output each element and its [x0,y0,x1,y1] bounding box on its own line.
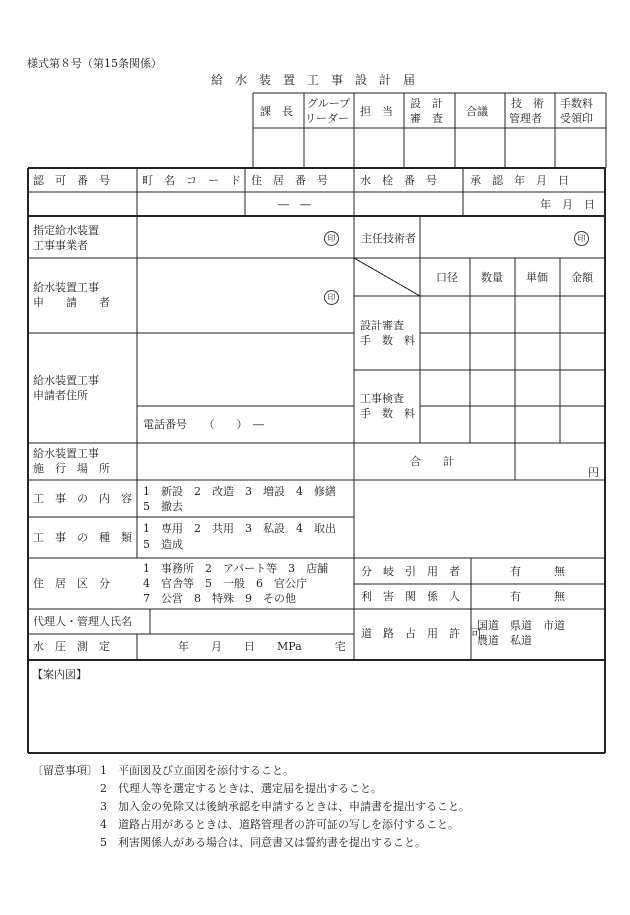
designated-label-2: 工事事業者 [33,239,88,252]
approval-tech: 技 術 [511,97,544,110]
road-type-line-1: 国道 県道 市道 [477,619,565,632]
inspection-fee-label-1: 工事検査 [360,392,404,405]
note-item: 2 代理人等を選定するときは、選定届を提出すること。 [100,782,382,795]
water-pressure-label: 水 圧 測 定 [33,640,110,653]
house-number-dash: ― ― [278,198,311,211]
approval-group: グループ [307,97,351,110]
interested-party-value: 有 無 [510,590,565,603]
fee-header-unit-price: 単価 [526,271,548,284]
form-number: 様式第８号（第15条関係） [27,57,162,70]
site-label-1: 給水装置工事 [33,447,99,460]
work-type-line-1: 1 専用 2 共用 3 私設 4 取出 [143,522,336,535]
approval-fee: 手数料 [560,97,593,110]
note-item: 3 加入金の免除又は後納承認を申請するときは、申請書を提出すること。 [100,800,470,813]
fee-header-quantity: 数量 [481,271,503,284]
note-item: 1 平面図及び立面図を添付すること。 [100,764,294,777]
work-content-label: 工 事 の 内 容 [33,492,132,505]
approval-design: 設 計 [410,97,443,110]
town-code-label: 町 名 コ ー ド [142,174,241,187]
notes-heading: 〔留意事項〕 [32,764,98,777]
work-content-line-2: 5 撤去 [143,500,183,513]
residence-line-1: 1 事務所 2 アパート等 3 店舗 [143,562,329,575]
interested-party-label: 利 害 関 係 人 [361,590,460,603]
total-label: 合 計 [410,455,454,468]
approval-manager: 管理者 [509,112,542,125]
form-title: 給 水 装 置 工 事 設 計 届 [211,73,416,87]
note-item: 5 利害関係人がある場合は、同意書又は誓約書を提出すること。 [100,836,426,849]
residence-label: 住 居 区 分 [33,577,110,590]
site-label-2: 施 行 場 所 [33,462,110,475]
agent-name-label: 代理人・管理人氏名 [33,615,132,628]
address-label-2: 申請者住所 [33,389,88,402]
work-type-line-2: 5 造成 [143,538,183,551]
approval-consult: 合議 [466,105,488,118]
fee-header-caliber: 口径 [436,271,458,284]
approval-leader: リーダー [305,112,349,125]
house-number-label: 住 居 番 号 [251,174,328,187]
address-label-1: 給水装置工事 [33,374,99,387]
meter-number-label: 水 栓 番 号 [360,174,437,187]
branch-user-value: 有 無 [510,565,565,578]
road-type-line-2: 農道 私道 [477,634,532,647]
approval-receipt: 受領印 [560,112,593,125]
road-permit-label: 道 路 占 用 許 可 [361,627,482,640]
phone-number-field: 電話番号 （ ） ― [143,418,264,431]
guide-map-label: 【案内図】 [32,668,87,681]
residence-line-3: 7 公営 8 特殊 9 その他 [143,592,296,605]
approval-number-label: 認 可 番 号 [33,174,110,187]
seal-mark-chief: 印 [574,231,589,246]
design-fee-label-1: 設計審査 [360,319,404,332]
approval-date-label: 承 認 年 月 日 [470,174,569,187]
fee-header-amount: 金額 [571,271,593,284]
work-content-line-1: 1 新設 2 改造 3 増設 4 修繕 [143,485,336,498]
approval-review: 審 査 [410,112,443,125]
seal-mark-applicant: 印 [324,290,339,305]
design-fee-label-2: 手 数 料 [360,334,415,347]
designated-label-1: 指定給水装置 [33,224,99,237]
inspection-fee-label-2: 手 数 料 [360,407,415,420]
applicant-label-1: 給水装置工事 [33,281,99,294]
branch-user-label: 分 岐 引 用 者 [361,565,460,578]
fee-diagonal [354,258,420,296]
chief-engineer-label: 主任技術者 [361,232,416,245]
residence-line-2: 4 官舎等 5 一般 6 官公庁 [143,577,307,590]
work-type-label: 工 事 の 種 類 [33,531,132,544]
applicant-label-2: 申 請 者 [33,296,110,309]
approval-staff: 担 当 [360,105,393,118]
water-pressure-value: 年 月 日 MPa 宅 [178,640,346,653]
seal-mark-designated: 印 [324,231,339,246]
note-item: 4 道路占用があるときは、道路管理者の許可証の写しを添付すること。 [100,818,459,831]
approval-section-chief: 課 長 [260,105,293,118]
yen-unit: 円 [588,466,599,479]
approval-date-value: 年 月 日 [540,198,595,211]
